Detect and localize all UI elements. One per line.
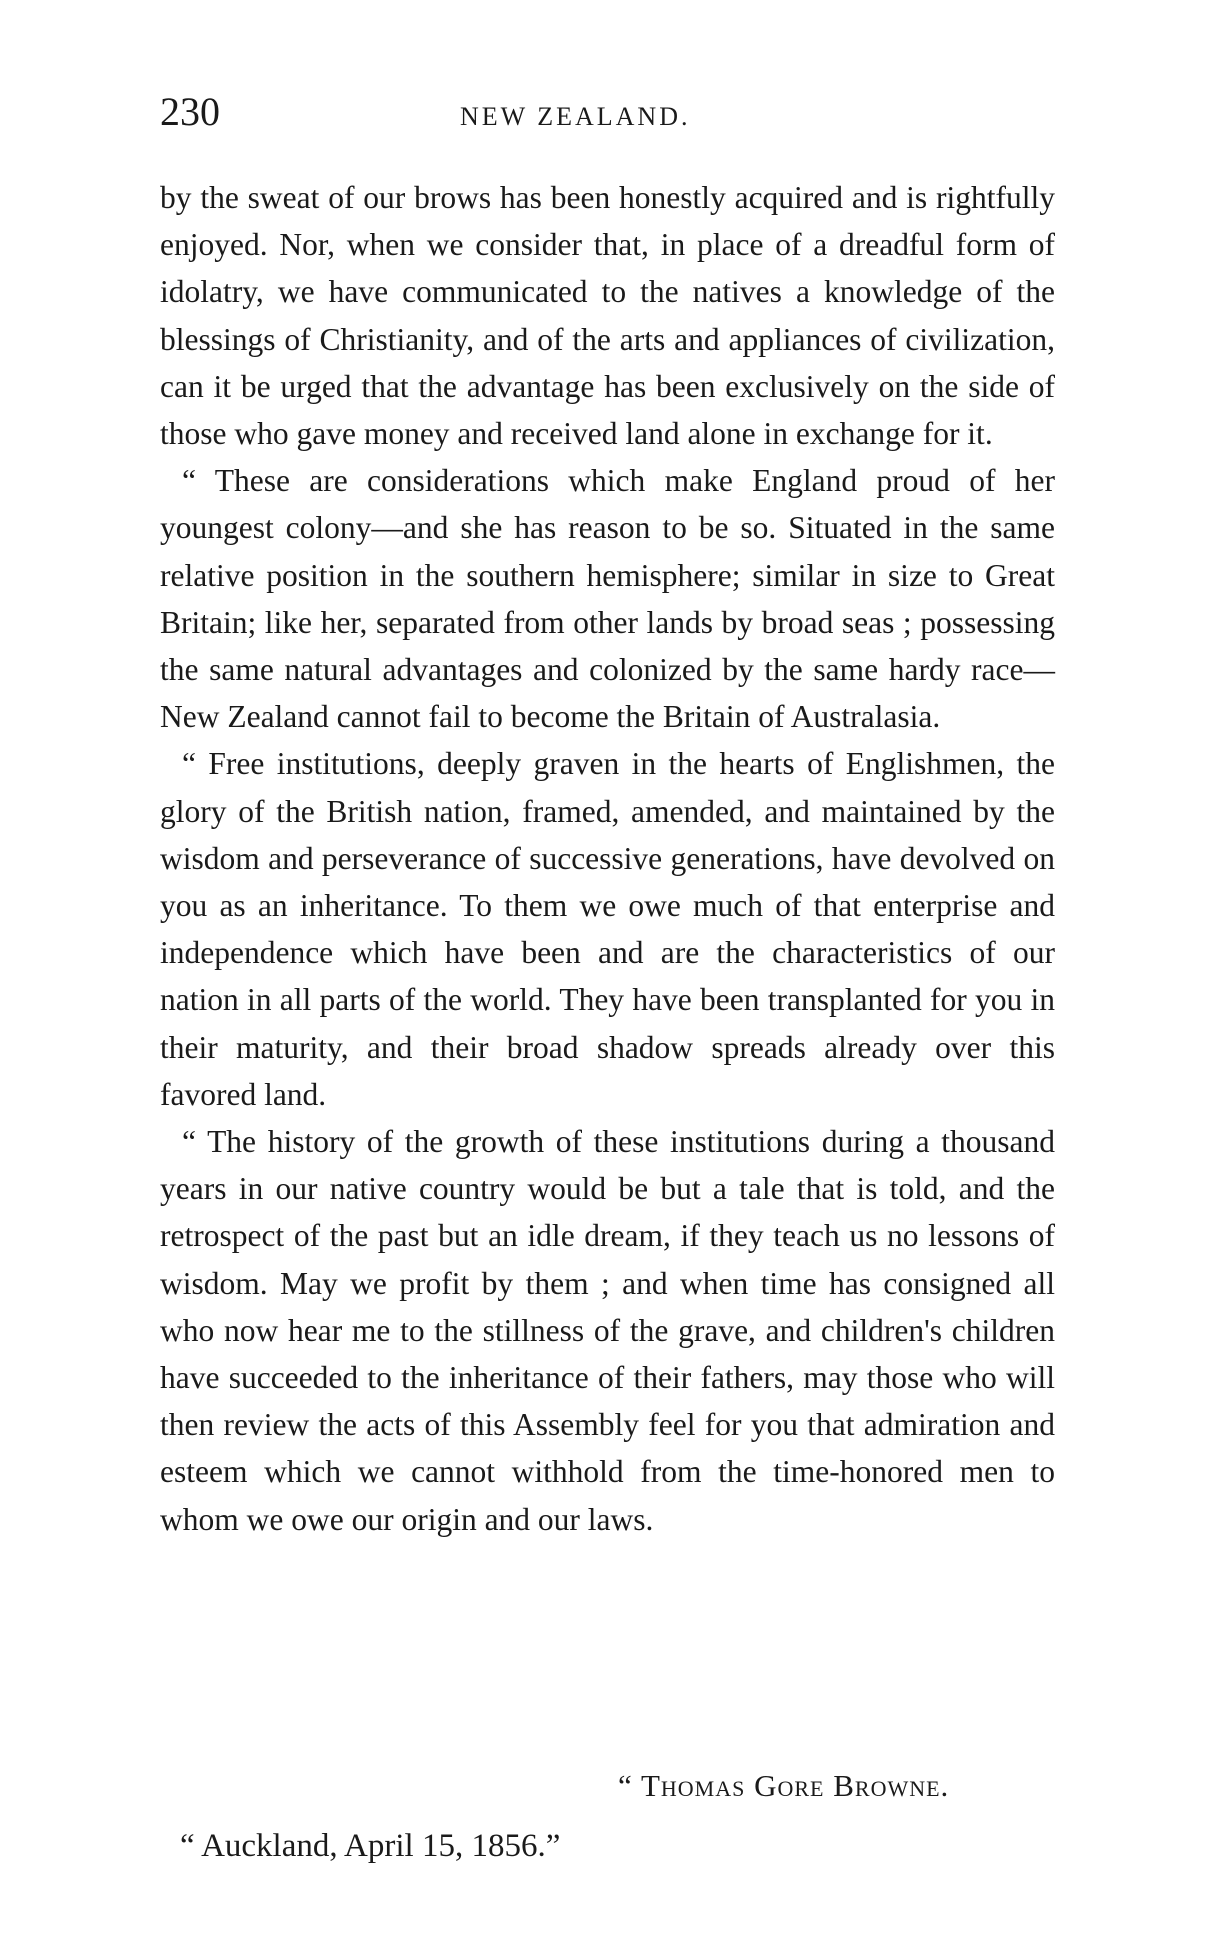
running-head: NEW ZEALAND. (460, 102, 691, 131)
page-header (160, 88, 1065, 148)
signature: “ Thomas Gore Browne. (618, 1768, 950, 1803)
paragraph-history: “ The history of the growth of these institutions during a thousand years in our native country would be but a tale that is told, and the retrospect of the past but an idle dream, if they teach us no lessons of wisdom. May we profit by them ; and when time has consigned all who now hear me to the stillness of the grave, and children's children have succeeded to the inheritance of their fathers, may those who will then review the acts of this Assembly feel for you that admiration and esteem which we cannot withhold from the time-honored men to whom we owe our origin and our laws. (160, 1124, 1055, 1537)
paragraph-free-institutions: “ Free institutions, deeply graven in the hearts of Englishmen, the glory of the British nation, framed, amended, and maintained by the wisdom and perseverance of successive generations, have devolved on you as an inheritance. To them we owe much of that enterprise and independence which have been and are the characteristics of our nation in all parts of the world. They have been transplanted for you in their maturity, and their broad shadow spreads already over this favored land. (160, 746, 1055, 1112)
paragraph-england-colony: “ These are considerations which make England proud of her youngest colony—and she has reason to be so. Situated in the same relative position in the southern hemisphere; similar in size to Great Britain; like her, separated from other lands by broad seas ; possessing the same natural advantages and colonized by the same hardy race—New Zealand cannot fail to become the Britain of Australasia. (160, 463, 1055, 735)
paragraph-continuation: by the sweat of our brows has been honestly acquired and is rightfully enjoyed. Nor, when we consider that, in place of a dreadful form of idolatry, we have communicated to the natives a knowledge of the blessings of Christianity, and of the arts and appliances of civilization, can it be urged that the advantage has been exclusively on the side of those who gave money and received land alone in exchange for it. (160, 180, 1055, 452)
dateline: “ Auckland, April 15, 1856.” (180, 1828, 561, 1864)
page-number: 230 (160, 89, 220, 134)
body-text (160, 174, 1055, 1543)
